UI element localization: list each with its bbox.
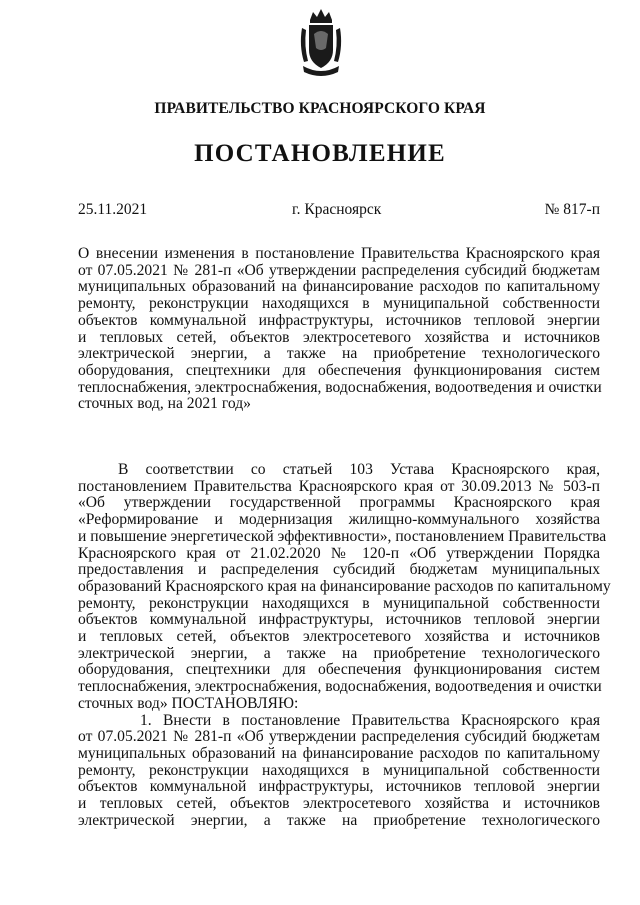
body-line: Красноярского края от 21.02.2020 № 120-п «Об утверждении Порядка <box>78 544 600 562</box>
body-line: от 07.05.2021 № 281-п «Об утверждении распределения субсидий бюджетам <box>78 728 600 746</box>
body-line: оборудования, спецтехники для обеспечения функционирования систем <box>78 661 600 679</box>
body-line: постановлением Правительства Красноярского края от 30.09.2013 № 503-п <box>78 477 600 495</box>
body-line: предоставления и распределения субсидий бюджетам муниципальных <box>78 561 600 579</box>
subject-line: оборудования, спецтехники для обеспечения функционирования систем <box>78 361 600 379</box>
body-line: В соответствии со статьей 103 Устава Красноярского края, <box>118 461 600 478</box>
coat-of-arms-emblem <box>298 6 344 78</box>
body-line: объектов коммунальной инфраструктуры, источников тепловой энергии <box>78 778 600 796</box>
body-line: и повышение энергетической эффективности», постановлением Правительства <box>78 527 607 545</box>
subject-line: от 07.05.2021 № 281-п «Об утверждении распределения субсидий бюджетам <box>78 261 600 279</box>
body-line: образований Красноярского края на финансирование расходов по капитальному <box>78 577 611 595</box>
body-line: и тепловых сетей, объектов электросетевого хозяйства и источников <box>78 795 600 813</box>
subject-line: О внесении изменения в постановление Правительства Красноярского края <box>78 245 600 262</box>
subject-line: теплоснабжения, электроснабжения, водоснабжения, водоотведения и очистки <box>78 378 602 396</box>
body-line: объектов коммунальной инфраструктуры, источников тепловой энергии <box>78 611 600 629</box>
body-line: электрической энергии, а также на приобретение технологического <box>78 644 600 662</box>
subject-line: электрической энергии, а также на приобретение технологического <box>78 345 600 363</box>
body-line: теплоснабжения, электроснабжения, водоснабжения, водоотведения и очистки <box>78 678 602 696</box>
body-line: муниципальных образований на финансирование расходов по капитальному <box>78 744 600 762</box>
document-body <box>78 461 611 829</box>
body-line: ремонту, реконструкции находящихся в муниципальной собственности <box>78 761 600 779</box>
document-type-title: ПОСТАНОВЛЕНИЕ <box>194 140 446 167</box>
body-line: «Реформирование и модернизация жилищно-коммунального хозяйства <box>78 511 600 529</box>
document-number: № 817-п <box>544 201 600 218</box>
subject-line: ремонту, реконструкции находящихся в муниципальной собственности <box>78 295 600 313</box>
body-line: «Об утверждении государственной программы Красноярского края <box>78 494 600 512</box>
body-line: электрической энергии, а также на приобретение технологического <box>78 811 600 829</box>
body-line: 1. Внести в постановление Правительства Красноярского края <box>140 711 600 729</box>
document-city: г. Красноярск <box>292 201 382 218</box>
body-line: ремонту, реконструкции находящихся в муниципальной собственности <box>78 594 600 612</box>
document-date: 25.11.2021 <box>78 201 148 218</box>
body-line: и тепловых сетей, объектов электросетевого хозяйства и источников <box>78 628 600 646</box>
document-subject <box>78 246 600 413</box>
subject-line: объектов коммунальной инфраструктуры, источников тепловой энергии <box>78 311 600 329</box>
body-line: сточных вод» ПОСТАНОВЛЯЮ: <box>78 694 299 712</box>
subject-line: муниципальных образований на финансирование расходов по капитальному <box>78 278 600 296</box>
subject-line: сточных вод, на 2021 год» <box>78 395 251 413</box>
document-meta-row <box>78 201 600 221</box>
government-name: ПРАВИТЕЛЬСТВО КРАСНОЯРСКОГО КРАЯ <box>154 100 486 117</box>
subject-line: и тепловых сетей, объектов электросетевого хозяйства и источников <box>78 328 600 346</box>
